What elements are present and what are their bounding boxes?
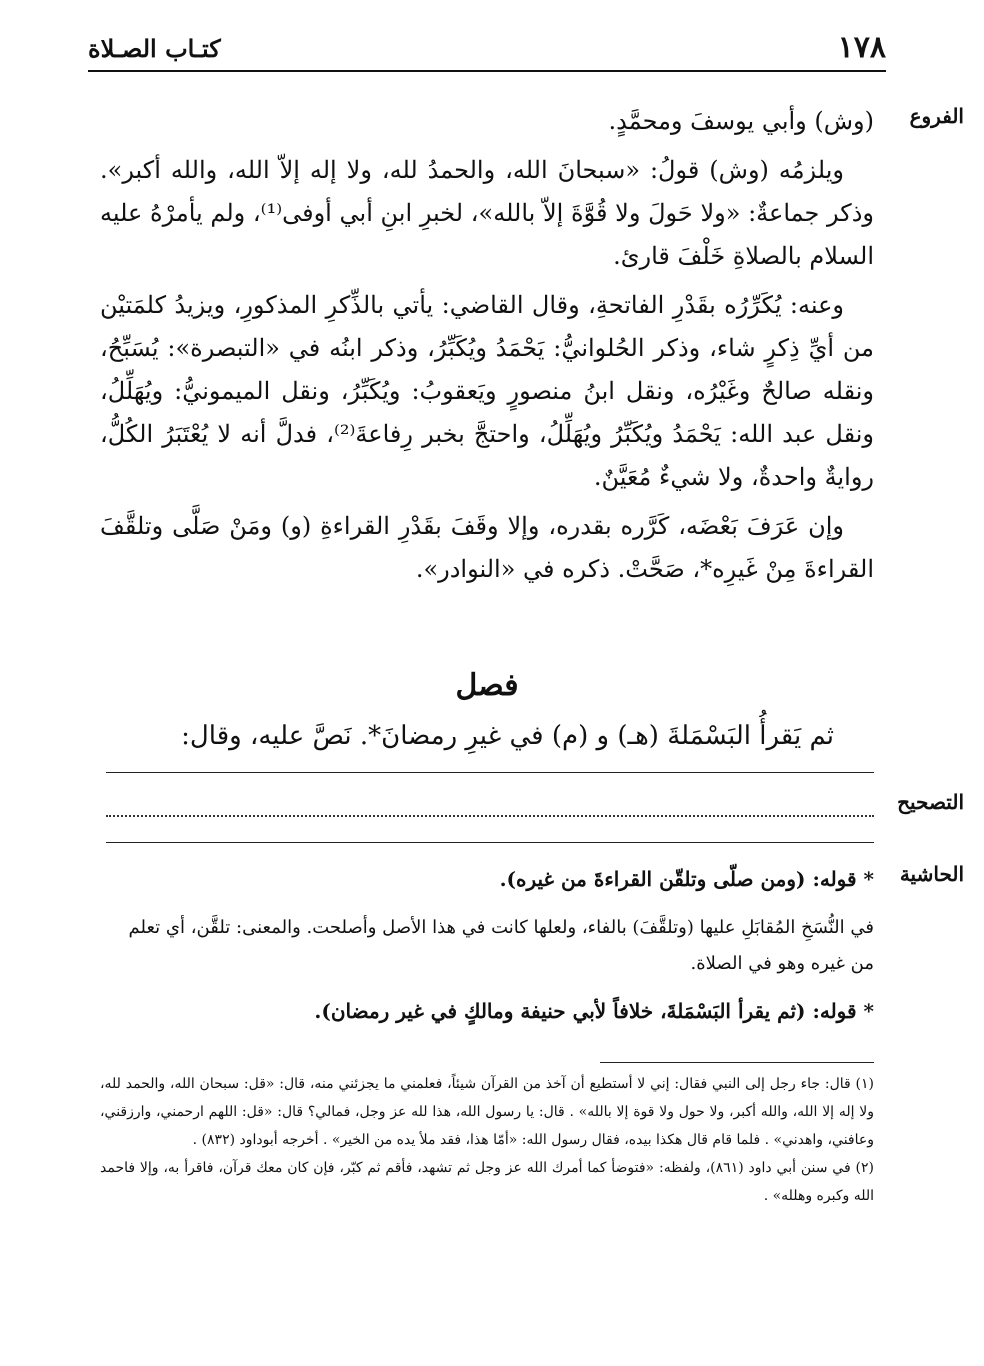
- paragraph-3: وعنه: يُكَرِّرُه بقَدْرِ الفاتحةِ، وقال القاضي: يأتي بالذِّكرِ المذكورِ، ويزيدُ كلمَتيْن من أيِّ ذِكرٍ شاء، وذكر الحُلوانيُّ: يَحْمَدُ ويُكَبِّرُ، وذكر ابنُه في «التبصرة»: يُسَبِّحُ، ونقله صالحٌ وغَيْرُه، ونقل ابنُ منصورٍ ويَعقوبُ: ويُكَبِّرُ، ونقل الميمونيُّ: ويُهَلِّلُ، ونقل عبد الله: يَحْمَدُ ويُكَبِّرُ ويُهَلِّلُ، واحتجَّ بخبر رِفاعةَ⁽²⁾، فدلَّ أنه لا يُعْتَبَرُ الكُلُّ، روايةٌ واحدةٌ، ولا شيءٌ مُعَيَّنٌ.: [100, 291, 874, 491]
- divider-top: [106, 772, 874, 773]
- commentary-text-1: في النُّسَخِ المُقابَلِ عليها (وتلقَّفَ) بالفاء، ولعلها كانت في هذا الأصل وأصلحت. والمعنى: تلقَّن، أي تعلم من غيره وهو في الصلاة.: [128, 917, 874, 974]
- running-title: كتـاب الصـلاة: [88, 34, 221, 63]
- correction-dotted-line: [106, 815, 874, 817]
- margin-label-tashih: التصحيح: [897, 790, 964, 814]
- paragraph-4: وإن عَرَفَ بَعْضَه، كَرَّره بقدره، وإلا وقَفَ بقَدْرِ القراءةِ (و) ومَنْ صَلَّى وتلقَّفَ القراءةَ مِنْ غَيرِه*، صَحَّتْ. ذكره في «النوادر».: [100, 512, 874, 583]
- section-heading: فصل: [455, 668, 519, 703]
- divider-bottom: [106, 842, 874, 843]
- footnote-2: (٢) في سنن أبي داود (٨٦١)، ولفظه: «فتوضأ كما أمرك الله عز وجل ثم تشهد، فأقم ثم كبّر، فإن كان معك قرآن، فاقرأ به، وإلا فاحمد الله وكبره وهلله» .: [100, 1160, 874, 1204]
- footnotes: [100, 1070, 874, 1210]
- margin-label-furu: الفروع: [909, 104, 964, 128]
- footnote-1: (١) قال: جاء رجل إلى النبي فقال: إني لا أستطيع أن آخذ من القرآن شيئاً، فعلمني ما يجزئني منه، قال: «قل: سبحان الله، والحمد لله، ولا إله إلا الله، والله أكبر، ولا حول ولا قوة إلا بالله» . قال: يا رسول الله، هذا لله عز وجل، فمالي؟ قال: «قل: اللهم ارحمني، وارزقني، وعافني، واهدني» . فلما قام قال هكذا بيده، فقال رسول الله: «أمّا هذا، فقد ملأ يده من الخير» . أخرجه أبوداود (٨٣٢) .: [100, 1076, 874, 1148]
- paragraph-1: (وش) وأبي يوسفَ ومحمَّدٍ.: [608, 107, 874, 135]
- page-header: [88, 30, 886, 72]
- paragraph-2: ويلزمُه (وش) قولُ: «سبحانَ الله، والحمدُ لله، ولا إله إلاّ الله، والله أكبر». وذكر جماعةٌ: «ولا حَولَ ولا قُوَّةَ إلاّ بالله»، لخبرِ ابنِ أبي أوفى⁽¹⁾، ولم يأمرْهُ عليه السلام بالصلاةِ خَلْفَ قارئ.: [100, 156, 874, 270]
- main-text: [100, 100, 874, 591]
- margin-label-hashiya: الحاشية: [899, 862, 964, 886]
- footnote-separator: [600, 1062, 874, 1063]
- commentary-quote-1: * قوله: (ومن صلّى وتلقّن القراءةَ من غيره).: [499, 867, 874, 891]
- paragraph-5: ثم يَقرأُ البَسْمَلةَ (هـ) و (م) في غيرِ رمضانَ*. نَصَّ عليه، وقال:: [181, 721, 834, 751]
- commentary-quote-2: * قوله: (ثم يقرأ البَسْمَلةَ، خلافاً لأبي حنيفة ومالكٍ في غير رمضان).: [314, 999, 874, 1023]
- page-number: ١٧٨: [837, 30, 886, 65]
- commentary: [100, 862, 874, 1028]
